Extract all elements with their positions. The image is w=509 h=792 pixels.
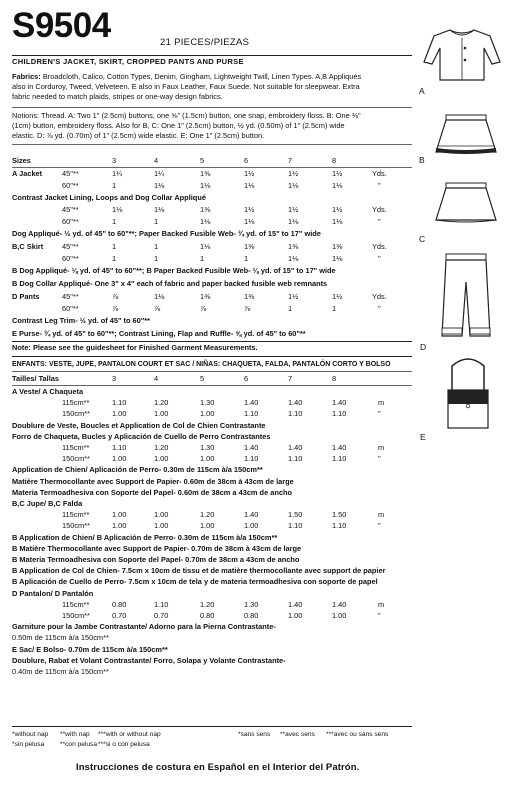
table-row — [0, 205, 420, 215]
yardage-cell: 1⅛ — [288, 181, 299, 190]
meterage-cell: 1.40 — [332, 443, 347, 452]
yardage-cell: 1⅛ — [288, 217, 299, 226]
fabric-width: 60"** — [62, 217, 79, 226]
imperial-note: Contrast Leg Trim- ½ yd. of 45" to 60"** — [12, 316, 151, 325]
purse-illustration — [440, 356, 496, 436]
unit: Yds. — [372, 205, 387, 214]
imperial-note: Dog Appliqué- ½ yd. of 45" to 60"**; Paper Backed Fusible Web- ¾ yd. of 15" to 17" wide — [12, 229, 321, 238]
table-row — [0, 600, 420, 610]
view-label-e: E — [420, 432, 426, 442]
imperial-note: E Purse- ¾ yd. of 45" to 60"**; Contrast Lining, Flap and Ruffle- ⅝ yd. of 45" to 60"** — [12, 329, 306, 338]
fabric-width: 150cm** — [62, 611, 90, 620]
unit: " — [378, 409, 381, 419]
notions-line-2: (1cm) button, embroidery floss. Also for B, C: One 1" (2.5cm) button, ½ yd. (0.50m) of 1" (2.5cm) wide — [12, 121, 345, 130]
meterage-cell: 1.10 — [332, 409, 347, 419]
view-label-a: A — [419, 86, 425, 96]
footnote-en-1: *without nap — [12, 731, 49, 738]
meterage-cell: 1.10 — [244, 409, 259, 419]
table-row — [0, 169, 420, 179]
fabrics-label: Fabrics: — [12, 72, 41, 81]
footnote-es-1: *sin pelusa — [12, 741, 45, 748]
metric-note: Application de Chien/ Aplicación de Perro- 0.30m de 115cm à/a 150cm** — [12, 465, 263, 475]
yardage-cell: 1½ — [332, 169, 343, 178]
divider — [12, 341, 412, 342]
fabric-width: 115cm** — [62, 398, 90, 408]
sizes-label: Tailles/ Tallas — [12, 374, 59, 383]
yardage-cell: 1 — [112, 254, 117, 263]
size-4: 4 — [154, 156, 159, 165]
sizes-label: Sizes — [12, 156, 31, 165]
footnote-fr-3: ***avec ou sans sens — [326, 731, 389, 738]
fabric-width: 150cm** — [62, 521, 90, 531]
metric-section: Forro de Chaqueta, Bucles y Aplicación de Cuello de Perro Contrastantes — [12, 431, 271, 441]
footnote-fr-1: *sans sens — [238, 731, 271, 738]
meterage-cell: 1.00 — [200, 409, 215, 419]
table-row — [0, 521, 420, 531]
meterage-cell: 1.00 — [154, 521, 169, 531]
meterage-cell: 1.40 — [288, 398, 303, 408]
table-row — [0, 304, 420, 314]
footnote-fr-2: **avec sens — [280, 731, 315, 738]
unit: m — [378, 599, 385, 609]
unit: " — [378, 304, 381, 313]
view-label-d: D — [420, 342, 427, 352]
yardage-cell: 1 — [288, 304, 293, 313]
fabric-width: 115cm** — [62, 510, 90, 520]
unit: " — [378, 454, 381, 464]
unit: Yds. — [372, 292, 387, 301]
unit: Yds. — [372, 242, 387, 251]
meterage-cell: 1.10 — [288, 521, 303, 531]
imperial-note: B Dog Collar Appliqué- One 3" x 4" each of fabric and paper backed fusible web remnants — [12, 279, 328, 288]
meterage-cell: 1.10 — [112, 443, 127, 452]
metric-section: Doublure de Veste, Boucles et Application de Col de Chien Contrastante — [12, 420, 266, 430]
meterage-cell: 1.00 — [112, 521, 127, 531]
divider — [12, 356, 412, 357]
meterage-cell: 1.40 — [244, 510, 259, 520]
divider — [12, 144, 412, 145]
yardage-cell: ⅞ — [112, 292, 119, 301]
pants-illustration — [438, 252, 494, 344]
table-row — [0, 181, 420, 191]
unit: m — [378, 510, 385, 520]
size-6: 6 — [244, 374, 249, 383]
table-row — [0, 398, 420, 408]
yardage-cell: 1½ — [288, 205, 299, 214]
fabric-width: 150cm** — [62, 409, 90, 419]
yardage-cell: 1 — [154, 254, 159, 263]
metric-section: Garniture pour la Jambe Contrastante/ Adorno para la Pierna Contrastante- — [12, 622, 276, 632]
fabric-width: 115cm** — [62, 599, 90, 609]
garment-label: D Pants — [12, 292, 40, 301]
yardage-cell: 1 — [112, 181, 117, 190]
yardage-cell: 1⅜ — [244, 292, 255, 301]
pattern-title: CHILDREN'S JACKET, SKIRT, CROPPED PANTS AND PURSE — [12, 57, 244, 66]
yardage-cell: 1⅛ — [112, 205, 123, 214]
metric-section: A Veste/ A Chaqueta — [12, 387, 84, 396]
meterage-cell: 1.50 — [288, 510, 303, 520]
unit: " — [378, 611, 381, 620]
yardage-cell: 1⅛ — [200, 242, 211, 251]
size-8: 8 — [332, 156, 337, 165]
metric-note: E Sac/ E Bolso- 0.70m de 115cm à/a 150cm** — [12, 644, 168, 654]
size-7: 7 — [288, 156, 293, 165]
yardage-cell: 1 — [244, 254, 249, 263]
yardage-cell: 1⅛ — [154, 205, 165, 214]
table-row — [0, 409, 420, 419]
size-4: 4 — [154, 374, 159, 383]
yardage-cell: 1½ — [288, 292, 299, 301]
meterage-cell: 0.80 — [200, 611, 215, 620]
yardage-cell: 1½ — [332, 292, 343, 301]
meterage-cell: 1.30 — [200, 443, 215, 452]
unit: " — [378, 521, 381, 531]
divider — [12, 726, 412, 727]
yardage-cell: 1¼ — [154, 169, 165, 178]
footnote-es-3: ***si o con pelusa — [98, 741, 150, 748]
garment-label: B,C Skirt — [12, 242, 44, 251]
unit: m — [378, 443, 385, 452]
metric-note: Materia Termoadhesiva con Soporte del Papel- 0.60m de 38cm a 43cm de ancho — [12, 487, 292, 497]
imperial-note: B Dog Appliqué- ⅛ yd. of 45" to 60"**; B Paper Backed Fusible Web- ⅛ yd. of 15" to 17" wide — [12, 266, 336, 275]
table-row — [0, 217, 420, 227]
meterage-cell: 1.30 — [200, 398, 215, 408]
unit: " — [378, 181, 381, 190]
meterage-cell: 1.40 — [332, 398, 347, 408]
meterage-cell: 1.00 — [154, 409, 169, 419]
notions-line-3: elastic. D: ⅞ yd. (0.70m) of 1" (2.5cm) wide elastic. E: One 1" (2.5cm) button. — [12, 131, 265, 140]
yardage-cell: 1 — [154, 242, 159, 251]
fabric-width: 60"** — [62, 304, 79, 313]
meterage-cell: 1.10 — [112, 398, 127, 408]
metric-size-header — [0, 374, 420, 384]
fabric-width: 115cm** — [62, 443, 90, 452]
size-6: 6 — [244, 156, 249, 165]
meterage-cell: 1.00 — [200, 454, 215, 464]
divider — [12, 385, 412, 386]
yardage-cell: 1⅛ — [332, 217, 343, 226]
skirt-b-illustration — [432, 112, 500, 158]
yardage-cell: 1⅛ — [154, 181, 165, 190]
spanish-instructions-note: Instrucciones de costura en Español en el Interior del Patrón. — [76, 762, 360, 773]
yardage-cell: 1⅜ — [200, 169, 211, 178]
fabric-width: 60"** — [62, 181, 79, 190]
metric-note: B Aplicación de Cuello de Perro- 7.5cm x 10cm de tela y de materia termoadhesiva con soporte de papel — [12, 577, 378, 587]
yardage-cell: ⅞ — [244, 304, 251, 313]
yardage-cell: 1½ — [332, 205, 343, 214]
metric-title: ENFANTS: VESTE, JUPE, PANTALON COURT ET SAC / NIÑAS: CHAQUETA, FALDA, PANTALÓN CORTO Y BOLSO — [12, 361, 391, 368]
size-3: 3 — [112, 374, 117, 383]
yardage-cell: 1⅜ — [200, 205, 211, 214]
yardage-cell: 1⅛ — [244, 217, 255, 226]
yardage-cell: 1⅛ — [200, 217, 211, 226]
meterage-cell: 1.00 — [154, 510, 169, 520]
yardage-cell: 1⅛ — [244, 181, 255, 190]
unit: Yds. — [372, 169, 387, 178]
yardage-cell: 1 — [112, 217, 117, 226]
garment-label: A Jacket — [12, 169, 43, 178]
size-8: 8 — [332, 374, 337, 383]
meterage-cell: 1.40 — [288, 443, 303, 452]
imperial-section: Contrast Jacket Lining, Loops and Dog Collar Appliqué — [12, 193, 206, 202]
header-rule — [12, 55, 412, 56]
fabrics-line-1: Broadcloth, Calico, Cotton Types, Denim, Gingham, Lightweight Twill, Linen Types. A,B Appliqués — [42, 72, 362, 81]
table-row — [0, 510, 420, 520]
size-5: 5 — [200, 156, 205, 165]
meterage-cell: 1.20 — [200, 510, 215, 520]
yardage-cell: ⅞ — [112, 304, 119, 313]
divider — [12, 371, 412, 372]
metric-note: B Application de Col de Chien- 7.5cm x 10cm de tissu et de matière thermocollante avec support de papier — [12, 566, 386, 576]
yardage-cell: 1⅛ — [332, 181, 343, 190]
guidesheet-note: Note: Please see the guidesheet for Finished Garment Measurements. — [12, 343, 258, 352]
pattern-number: S9504 — [12, 6, 111, 45]
yardage-cell: 1⅜ — [288, 242, 299, 251]
divider — [12, 167, 412, 168]
metric-note: B Materia Termoadhesiva con Soporte del Papel- 0.70m de 38cm a 43cm de ancho — [12, 555, 300, 564]
footnote-en-2: **with nap — [60, 731, 90, 738]
meterage-cell: 1.00 — [112, 409, 127, 419]
meterage-cell: 1.10 — [332, 454, 347, 464]
size-3: 3 — [112, 156, 117, 165]
yardage-cell: 1⅛ — [288, 254, 299, 263]
divider — [12, 107, 412, 108]
skirt-c-illustration — [432, 180, 500, 226]
meterage-cell: 1.10 — [288, 454, 303, 464]
table-row — [0, 443, 420, 453]
imperial-size-header — [0, 156, 420, 166]
yardage-cell: 1 — [112, 242, 117, 251]
metric-plain: 0.50m de 115cm à/a 150cm** — [12, 633, 109, 643]
unit: m — [378, 398, 385, 408]
fabric-width: 45"** — [62, 292, 79, 301]
footnote-en-3: ***with or without nap — [98, 731, 161, 738]
fabric-width: 45"** — [62, 205, 79, 214]
meterage-cell: 0.80 — [112, 599, 127, 609]
meterage-cell: 1.30 — [244, 599, 259, 609]
fabric-width: 45"** — [62, 169, 79, 178]
meterage-cell: 1.40 — [332, 599, 347, 609]
meterage-cell: 1.10 — [332, 521, 347, 531]
meterage-cell: 1.20 — [154, 398, 169, 408]
meterage-cell: 0.70 — [112, 611, 127, 620]
metric-note: B Application de Chien/ B Aplicación de Perro- 0.30m de 115cm à/a 150cm** — [12, 532, 278, 542]
yardage-cell: 1¼ — [112, 169, 123, 178]
view-label-b: B — [419, 155, 425, 165]
yardage-cell: 1⅛ — [154, 292, 165, 301]
meterage-cell: 1.00 — [200, 521, 215, 531]
jacket-illustration — [420, 22, 504, 92]
unit: " — [378, 254, 381, 263]
yardage-cell: 1 — [200, 254, 205, 263]
yardage-cell: 1⅜ — [332, 242, 343, 251]
meterage-cell: 1.00 — [112, 454, 127, 464]
yardage-cell: 1 — [154, 217, 159, 226]
view-label-c: C — [419, 234, 426, 244]
yardage-cell: 1⅜ — [200, 292, 211, 301]
meterage-cell: 1.20 — [154, 443, 169, 452]
piece-count: 21 PIECES/PIEZAS — [160, 37, 250, 48]
fabrics-line-2: also in Corduroy, Tweed, Velveteen. E also in Faux Leather, Faux Suede. Not suitable for sleepwear. Extra — [12, 82, 360, 91]
fabric-width: 45"** — [62, 242, 79, 251]
yardage-cell: 1⅛ — [200, 181, 211, 190]
yardage-cell: 1⅜ — [244, 242, 255, 251]
meterage-cell: 1.40 — [244, 398, 259, 408]
meterage-cell: 1.00 — [332, 611, 347, 620]
yardage-cell: 1½ — [244, 205, 255, 214]
meterage-cell: 1.50 — [332, 510, 347, 520]
yardage-cell: 1½ — [244, 169, 255, 178]
meterage-cell: 1.10 — [244, 454, 259, 464]
meterage-cell: 0.70 — [154, 611, 169, 620]
footnote-es-2: **con pelusa — [60, 741, 98, 748]
meterage-cell: 1.40 — [244, 443, 259, 452]
metric-section: D Pantalon/ D Pantalón — [12, 588, 94, 598]
yardage-cell: ⅞ — [154, 304, 161, 313]
yardage-cell: ⅞ — [200, 304, 207, 313]
fabric-width: 150cm** — [62, 454, 90, 464]
meterage-cell: 1.00 — [244, 521, 259, 531]
metric-plain: 0.40m de 115cm à/a 150cm** — [12, 667, 109, 676]
table-row — [0, 254, 420, 264]
fabrics-line-3: fabric needed to match plaids, stripes or one-way design fabrics. — [12, 92, 223, 101]
size-7: 7 — [288, 374, 293, 383]
meterage-cell: 1.00 — [154, 454, 169, 464]
meterage-cell: 1.00 — [288, 611, 303, 620]
metric-section: B,C Jupe/ B,C Falda — [12, 499, 83, 508]
yardage-cell: 1½ — [288, 169, 299, 178]
table-row — [0, 454, 420, 464]
metric-note: B Matière Thermocollante avec Support de Papier- 0.70m de 38cm à 43cm de large — [12, 543, 302, 553]
meterage-cell: 0.80 — [244, 611, 259, 620]
table-row — [0, 292, 420, 302]
notions-line-1: Notions: Thread. A: Two 1" (2.5cm) buttons, one ⅝" (1.5cm) button, one snap, embroidery floss. B: One ⅜" — [12, 111, 361, 120]
table-row — [0, 242, 420, 252]
unit: " — [378, 217, 381, 226]
meterage-cell: 1.00 — [112, 510, 127, 520]
yardage-cell: 1 — [332, 304, 337, 313]
size-5: 5 — [200, 374, 205, 383]
metric-note: Matière Thermocollante avec Support de Papier- 0.60m de 38cm à 43cm de large — [12, 476, 294, 486]
meterage-cell: 1.10 — [288, 409, 303, 419]
fabric-width: 60"** — [62, 254, 79, 263]
metric-section: Doublure, Rabat et Volant Contrastante/ Forro, Solapa y Volante Contrastante- — [12, 655, 286, 665]
table-row — [0, 611, 420, 621]
meterage-cell: 1.40 — [288, 599, 303, 609]
yardage-cell: 1⅛ — [332, 254, 343, 263]
meterage-cell: 1.20 — [200, 599, 215, 609]
meterage-cell: 1.10 — [154, 599, 169, 609]
